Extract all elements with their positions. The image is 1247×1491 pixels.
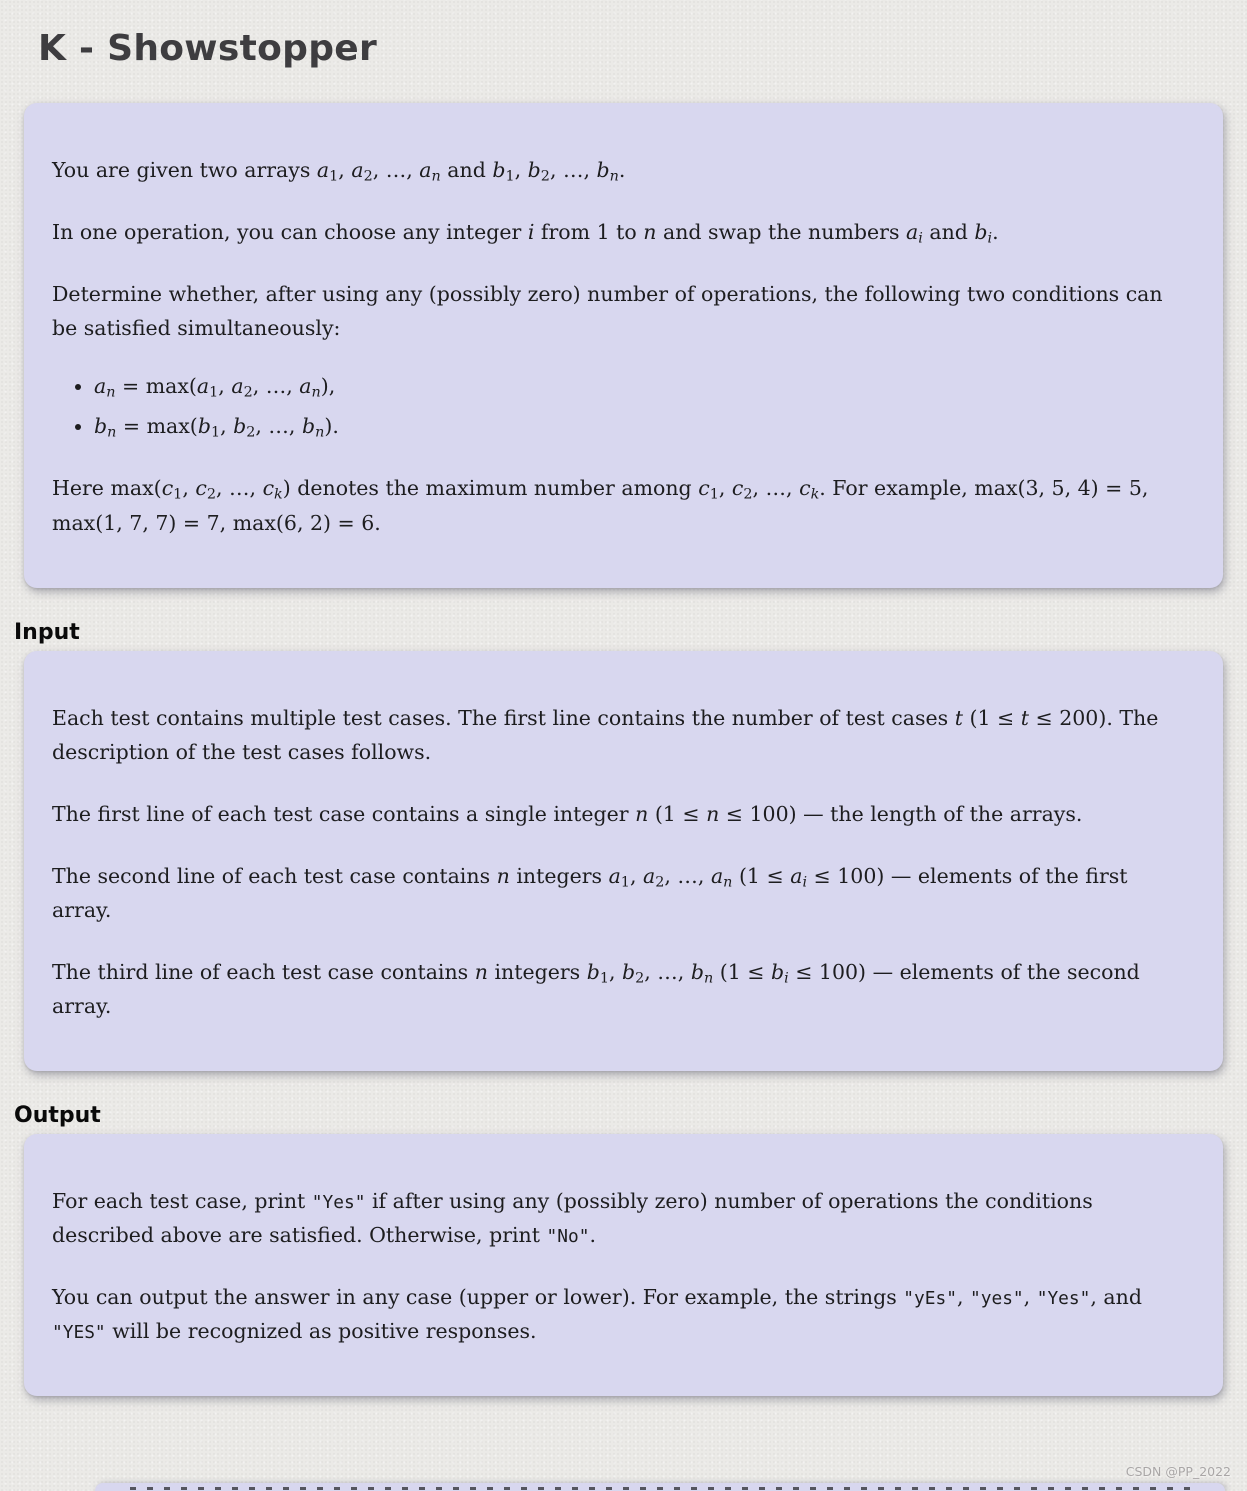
statement-paragraph: In one operation, you can choose any integer i from 1 to n and swap the numbers ai and bi. (52, 220, 999, 247)
statement-card (24, 103, 1223, 587)
input-paragraph: The first line of each test case contains a single integer n (1 ≤ n ≤ 100) — the length of the arrays. (52, 801, 1083, 826)
input-paragraph: The third line of each test case contains n integers b1, b2, …, bn (1 ≤ bi ≤ 100) — elements of the second array. (52, 959, 1140, 1018)
output-card (24, 1134, 1223, 1396)
problem-title: K - Showstopper (38, 28, 378, 69)
output-heading: Output (14, 1102, 101, 1128)
statement-paragraph: Here max(c1, c2, …, ck) denotes the maximum number among c1, c2, …, ck. For example, max(3, 5, 4) = 5, max(1, 7, 7) = 7, max(6, 2) = 6. (52, 476, 1149, 535)
input-paragraph: Each test contains multiple test cases. The first line contains the number of test cases t (1 ≤ t ≤ 200). The description of the test cases follows. (52, 705, 1159, 764)
output-paragraph: You can output the answer in any case (upper or lower). For example, the strings "yEs", "yes", "Yes", and "YES" will be recognized as positive responses. (52, 1284, 1142, 1343)
input-card (24, 651, 1223, 1071)
next-section-card-edge (95, 1483, 1225, 1491)
conditions-list (52, 369, 1189, 443)
watermark: CSDN @PP_2022 (1125, 1464, 1231, 1479)
condition-item: • an = max(a1, a2, …, an), (94, 369, 1189, 403)
output-paragraph: For each test case, print "Yes" if after using any (possibly zero) number of operations the conditions described above are satisfied. Otherwise, print "No". (52, 1188, 1093, 1247)
input-paragraph: The second line of each test case contains n integers a1, a2, …, an (1 ≤ ai ≤ 100) — elements of the first array. (52, 863, 1128, 922)
statement-paragraph: You are given two arrays a1, a2, …, an and b1, b2, …, bn. (52, 158, 626, 185)
input-heading: Input (14, 619, 80, 645)
condition-item: • bn = max(b1, b2, …, bn). (94, 409, 1189, 443)
statement-paragraph: Determine whether, after using any (possibly zero) number of operations, the following two conditions can be satisfied simultaneously: (52, 282, 1163, 341)
